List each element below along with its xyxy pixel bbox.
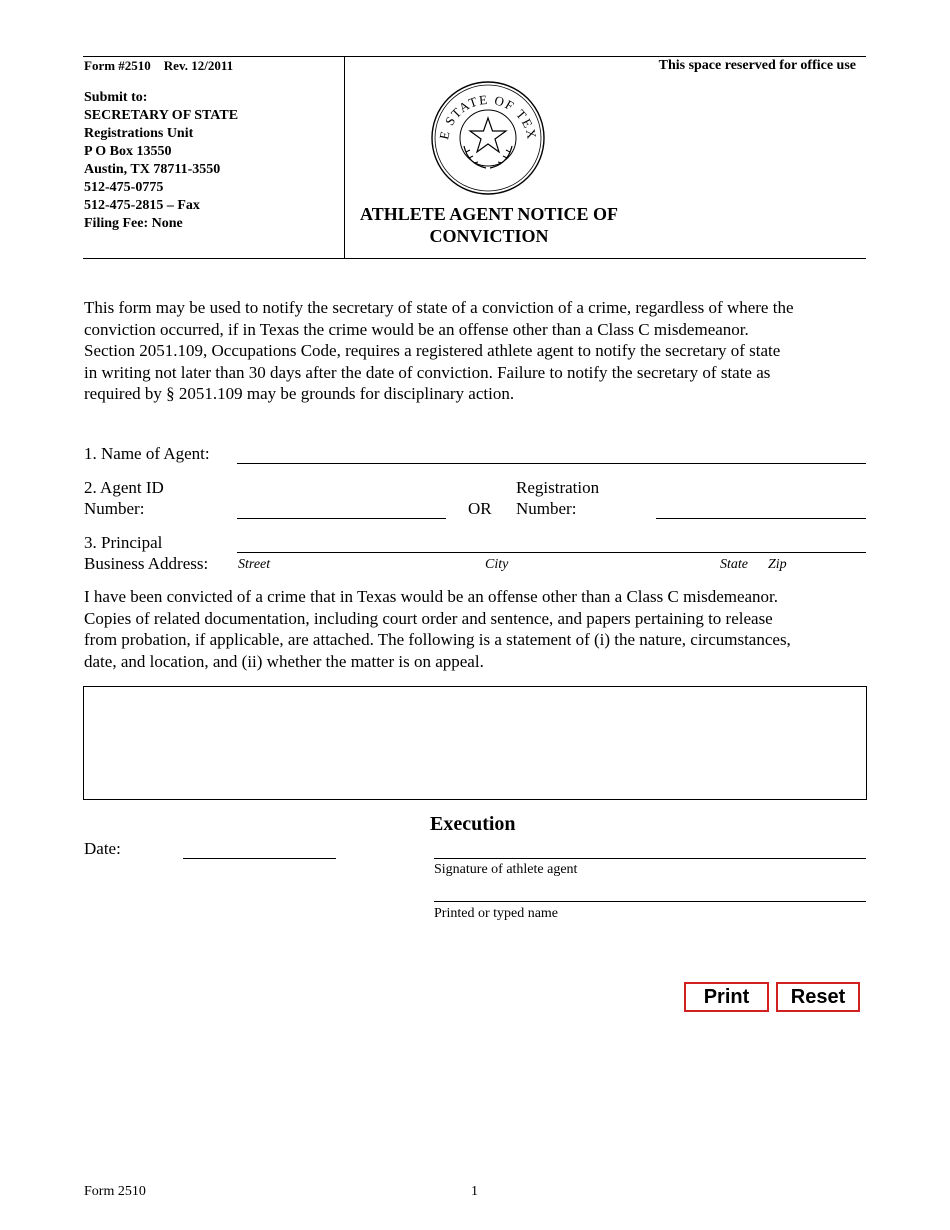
agent-id-label-line1: 2. Agent ID bbox=[84, 478, 164, 497]
office-unit: Registrations Unit bbox=[84, 126, 194, 141]
statement-textarea[interactable] bbox=[83, 686, 867, 800]
agent-id-field[interactable] bbox=[237, 518, 446, 519]
registration-label-line1: Registration bbox=[516, 478, 600, 497]
signature-field[interactable] bbox=[434, 858, 866, 859]
agent-name-field[interactable] bbox=[237, 463, 866, 464]
svg-text:THE STATE OF TEXAS: E STATE OF TEX bbox=[436, 91, 540, 142]
printed-name-field[interactable] bbox=[434, 901, 866, 902]
registration-label-line2: Number: bbox=[516, 499, 577, 518]
execution-heading: Execution bbox=[430, 813, 516, 835]
intro-line: This form may be used to notify the secretary of state of a conviction of a crime, regardless of where the bbox=[84, 298, 794, 317]
intro-line: conviction occurred, if in Texas the crime would be an offense other than a Class C misdemeanor. bbox=[84, 319, 749, 339]
intro-paragraph bbox=[84, 297, 884, 405]
print-button[interactable]: Print bbox=[684, 982, 769, 1012]
address-label bbox=[84, 532, 208, 574]
form-title bbox=[355, 203, 623, 247]
zip-caption: Zip bbox=[768, 557, 787, 572]
agent-name-label: 1. Name of Agent: bbox=[84, 444, 210, 463]
po-box: P O Box 13550 bbox=[84, 144, 172, 159]
revision: Rev. 12/2011 bbox=[163, 58, 234, 73]
submit-to-block bbox=[84, 89, 238, 233]
intro-line: required by § 2051.109 may be grounds for disciplinary action. bbox=[84, 384, 515, 403]
date-label: Date: bbox=[84, 839, 121, 858]
footer-form-number: Form 2510 bbox=[84, 1184, 146, 1199]
intro-line: in writing not later than 30 days after the date of conviction. Failure to notify the secretary of state as bbox=[84, 362, 771, 382]
statement-line: from probation, if applicable, are attached. The following is a statement of (i) the nature, circumstances, bbox=[84, 630, 791, 649]
fax: 512-475-2815 – Fax bbox=[84, 198, 200, 213]
form-title-line1: ATHLETE AGENT NOTICE OF bbox=[360, 204, 618, 224]
filing-fee: Filing Fee: None bbox=[84, 216, 183, 231]
office-use-note: This space reserved for office use bbox=[658, 58, 856, 73]
signature-caption: Signature of athlete agent bbox=[434, 862, 578, 877]
city-caption: City bbox=[485, 557, 509, 572]
header-bottom-rule bbox=[83, 258, 866, 259]
city-zip: Austin, TX 78711-3550 bbox=[84, 162, 221, 177]
or-label: OR bbox=[468, 499, 492, 518]
registration-number-field[interactable] bbox=[656, 518, 866, 519]
address-label-line1: 3. Principal bbox=[84, 533, 163, 552]
street-caption: Street bbox=[238, 557, 271, 572]
form-title-line2: CONVICTION bbox=[429, 226, 549, 246]
statement-line: Copies of related documentation, including court order and sentence, and papers pertaining to release bbox=[84, 608, 773, 628]
printed-name-caption: Printed or typed name bbox=[434, 906, 559, 921]
submit-to-label: Submit to: bbox=[84, 90, 148, 105]
registration-label bbox=[516, 477, 599, 519]
statement-paragraph bbox=[84, 586, 884, 672]
page-number: 1 bbox=[471, 1184, 478, 1199]
agent-id-label bbox=[84, 477, 164, 519]
intro-line: Section 2051.109, Occupations Code, requires a registered athlete agent to notify the secretary of state bbox=[84, 341, 781, 360]
date-field[interactable] bbox=[183, 858, 336, 859]
address-field[interactable] bbox=[237, 552, 866, 553]
agent-id-label-line2: Number: bbox=[84, 499, 145, 518]
header-divider bbox=[344, 56, 345, 259]
statement-line: date, and location, and (ii) whether the matter is on appeal. bbox=[84, 651, 484, 671]
office-name: SECRETARY OF STATE bbox=[84, 108, 239, 123]
form-number: Form #2510 Rev. 12/2011 bbox=[84, 58, 234, 73]
address-label-line2: Business Address: bbox=[84, 554, 209, 573]
statement-line: I have been convicted of a crime that in Texas would be an offense other than a Class C misdemeanor. bbox=[84, 587, 779, 606]
state-caption: State bbox=[720, 557, 748, 572]
texas-seal-icon bbox=[430, 80, 546, 196]
reset-button[interactable]: Reset bbox=[776, 982, 860, 1012]
phone: 512-475-0775 bbox=[84, 180, 164, 195]
